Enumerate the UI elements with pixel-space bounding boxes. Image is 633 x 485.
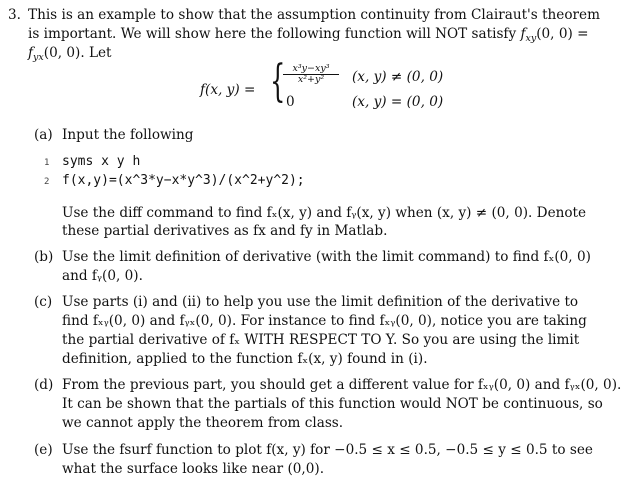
part-c-label: (c) (34, 294, 53, 310)
part-a-line-2: these partial derivatives as fx and fy in Matlab. (62, 223, 388, 239)
code-text: syms x y h (62, 154, 141, 169)
case2-value: 0 (286, 94, 295, 110)
code-line-2 (44, 172, 305, 191)
part-d-label: (d) (34, 377, 54, 393)
part-c-line-2: find fₓᵧ(0, 0) and fᵧₓ(0, 0). For instance to find fₓᵧ(0, 0), notice you are taking (62, 313, 587, 329)
part-d-line-2: It can be shown that the partials of this function would NOT be continuous, so (62, 396, 603, 412)
part-b-line-1: Use the limit definition of derivative (with the limit command) to find fₓ(0, 0) (62, 249, 591, 265)
part-d-line-1: From the previous part, you should get a different value for fₓᵧ(0, 0) and fᵧₓ(0, 0). (62, 377, 622, 393)
fyx-subscript: yx (33, 52, 44, 63)
part-a-line-1: Use the diff command to find fₓ(x, y) and fᵧ(x, y) when (x, y) ≠ (0, 0). Denote (62, 205, 587, 221)
fyx-symbol: f (28, 45, 34, 61)
piecewise-brace: { (270, 56, 286, 107)
function-lhs: f(x, y) = (200, 82, 256, 98)
case2-condition: (x, y) = (0, 0) (352, 94, 444, 110)
part-c-line-4: definition, applied to the function fₓ(x, y) found in (i). (62, 351, 428, 367)
intro-line-3 (28, 44, 112, 67)
problem-number: 3. (8, 7, 21, 23)
part-a-label: (a) (34, 127, 53, 143)
part-c-line-1: Use parts (i) and (ii) to help you use the limit definition of the derivative to (62, 294, 579, 310)
part-d-line-3: we cannot apply the theorem from class. (62, 415, 344, 431)
intro-line-3-end: (0, 0). Let (43, 45, 112, 61)
intro-line-2-end: (0, 0) = (536, 26, 589, 42)
fraction-numerator: x³y−xy³ (292, 63, 330, 74)
function-fraction (283, 64, 339, 85)
code-line-number: 1 (44, 158, 50, 168)
fxy-symbol: f (520, 26, 526, 42)
fraction-denominator: x²+y² (283, 74, 339, 85)
part-e-label: (e) (34, 442, 53, 458)
intro-line-1: This is an example to show that the assumption continuity from Clairaut's theorem (28, 7, 600, 23)
case1-condition: (x, y) ≠ (0, 0) (352, 69, 444, 85)
intro-line-2-text: is important. We will show here the following function will NOT satisfy (28, 26, 521, 42)
code-line-number: 2 (44, 177, 50, 187)
code-line-1 (44, 153, 140, 172)
part-c-line-3: the partial derivative of fₓ WITH RESPECT TO Y. So you are using the limit (62, 332, 580, 348)
code-text: f(x,y)=(x^3*y−x*y^3)/(x^2+y^2); (62, 173, 305, 188)
fxy-subscript: xy (525, 33, 537, 44)
intro-line-2 (28, 25, 589, 48)
part-a-text: Input the following (62, 127, 194, 143)
part-e-line-2: what the surface looks like near (0,0). (62, 461, 325, 477)
part-b-label: (b) (34, 249, 54, 265)
part-e-line-1: Use the fsurf function to plot f(x, y) for −0.5 ≤ x ≤ 0.5, −0.5 ≤ y ≤ 0.5 to see (62, 442, 593, 458)
part-b-line-2: and fᵧ(0, 0). (62, 268, 143, 284)
